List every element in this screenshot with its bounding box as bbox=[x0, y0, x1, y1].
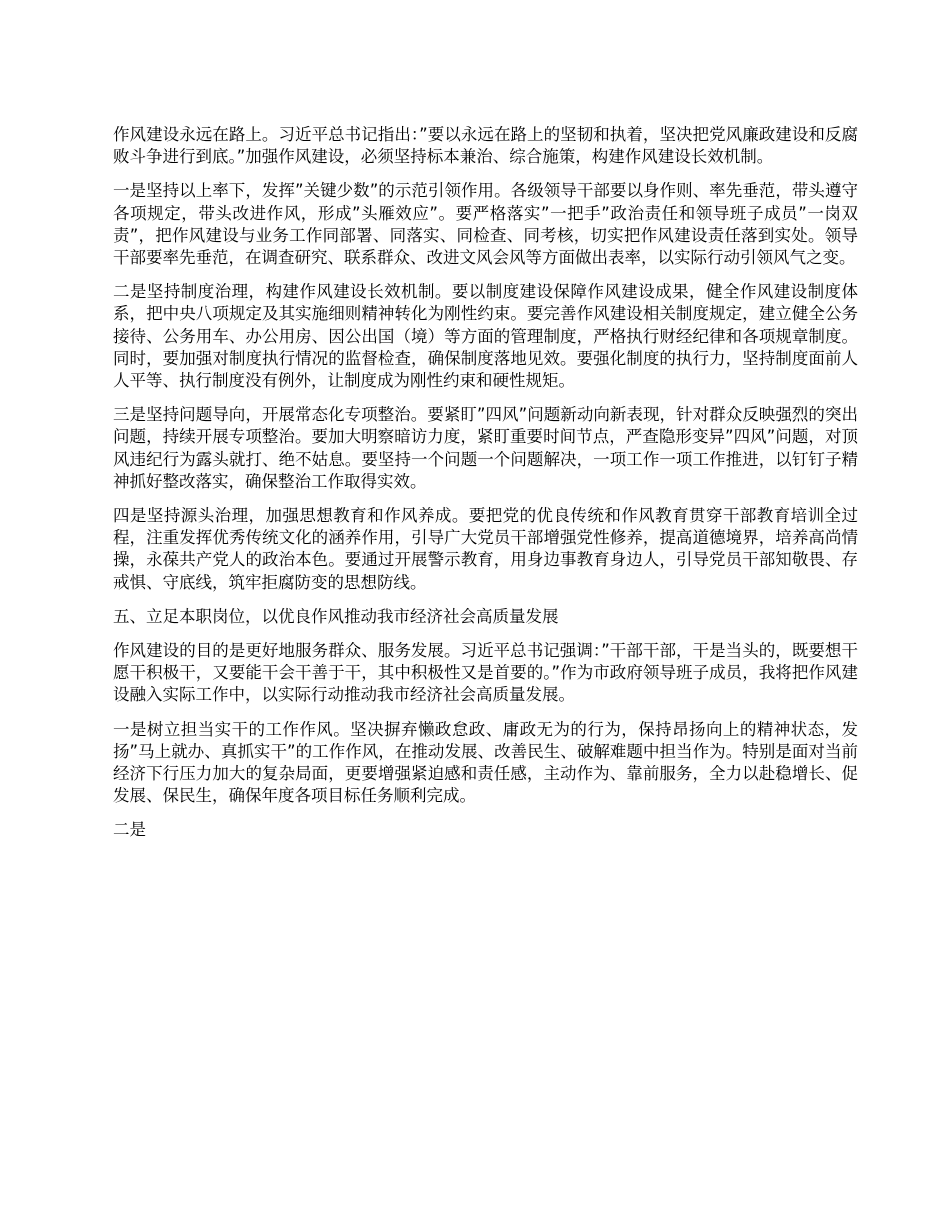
paragraph-point-2: 二是坚持制度治理，构建作风建设长效机制。要以制度建设保障作风建设成果，健全作风建设制度体系，把中央八项规定及其实施细则精神转化为刚性约束。要完善作风建设相关制度规定，建立健全公务接待、公务用车、办公用房、因公出国（境）等方面的管理制度，严格执行财经纪律和各项规章制度。同时，要加强对制度执行情况的监督检查，确保制度落地见效。要强化制度的执行力，坚持制度面前人人平等、执行制度没有例外，让制度成为刚性约束和硬性规矩。 bbox=[113, 282, 858, 391]
paragraph-intro: 作风建设永远在路上。习近平总书记指出：”要以永远在路上的坚韧和执着，坚决把党风廉政建设和反腐败斗争进行到底。”加强作风建设，必须坚持标本兼治、综合施策，构建作风建设长效机制。 bbox=[113, 125, 858, 167]
paragraph-point-3: 三是坚持问题导向，开展常态化专项整治。要紧盯”四风”问题新动向新表现，针对群众反映强烈的突出问题，持续开展专项整治。要加大明察暗访力度，紧盯重要时间节点，严查隐形变异”四风”问题，对顶风违纪行为露头就打、绝不姑息。要坚持一个问题一个问题解决，一项工作一项工作推进，以钉钉子精神抓好整改落实，确保整治工作取得实效。 bbox=[113, 405, 858, 491]
section-heading-5: 五、立足本职岗位，以优良作风推动我市经济社会高质量发展 bbox=[113, 606, 559, 626]
paragraph-section-5-point-1: 一是树立担当实干的工作作风。坚决摒弃懒政怠政、庸政无为的行为，保持昂扬向上的精神状态，发扬”马上就办、真抓实干”的工作作风，在推动发展、改善民生、破解难题中担当作为。特别是面对当前经济下行压力加大的复杂局面，更要增强紧迫感和责任感，主动作为、靠前服务，全力以赴稳增长、促发展、保民生，确保年度各项目标任务顺利完成。 bbox=[113, 719, 858, 806]
paragraph-section-5-intro: 作风建设的目的是更好地服务群众、服务发展。习近平总书记强调：”干部干部，干是当头的，既要想干愿干积极干，又要能干会干善于干，其中积极性又是首要的。”作为市政府领导班子成员，我将把作风建设融入实际工作中，以实际行动推动我市经济社会高质量发展。 bbox=[113, 641, 858, 705]
paragraph-point-1: 一是坚持以上率下，发挥”关键少数”的示范引领作用。各级领导干部要以身作则、率先垂范，带头遵守各项规定，带头改进作风，形成”头雁效应”。要严格落实”一把手”政治责任和领导班子成员”一岗双责”，把作风建设与业务工作同部署、同落实、同检查、同考核，切实把作风建设责任落到实处。领导干部要率先垂范，在调查研究、联系群众、改进文风会风等方面做出表率，以实际行动引领风气之变。 bbox=[113, 181, 858, 268]
paragraph-section-5-point-2: 二是 bbox=[113, 820, 146, 840]
document-body bbox=[113, 124, 858, 854]
paragraph-point-4: 四是坚持源头治理，加强思想教育和作风养成。要把党的优良传统和作风教育贯穿干部教育培训全过程，注重发挥优秀传统文化的涵养作用，引导广大党员干部增强党性修养，提高道德境界，培养高尚情操，永葆共产党人的政治本色。要通过开展警示教育，用身边事教育身边人，引导党员干部知敬畏、存戒惧、守底线，筑牢拒腐防变的思想防线。 bbox=[113, 506, 858, 592]
